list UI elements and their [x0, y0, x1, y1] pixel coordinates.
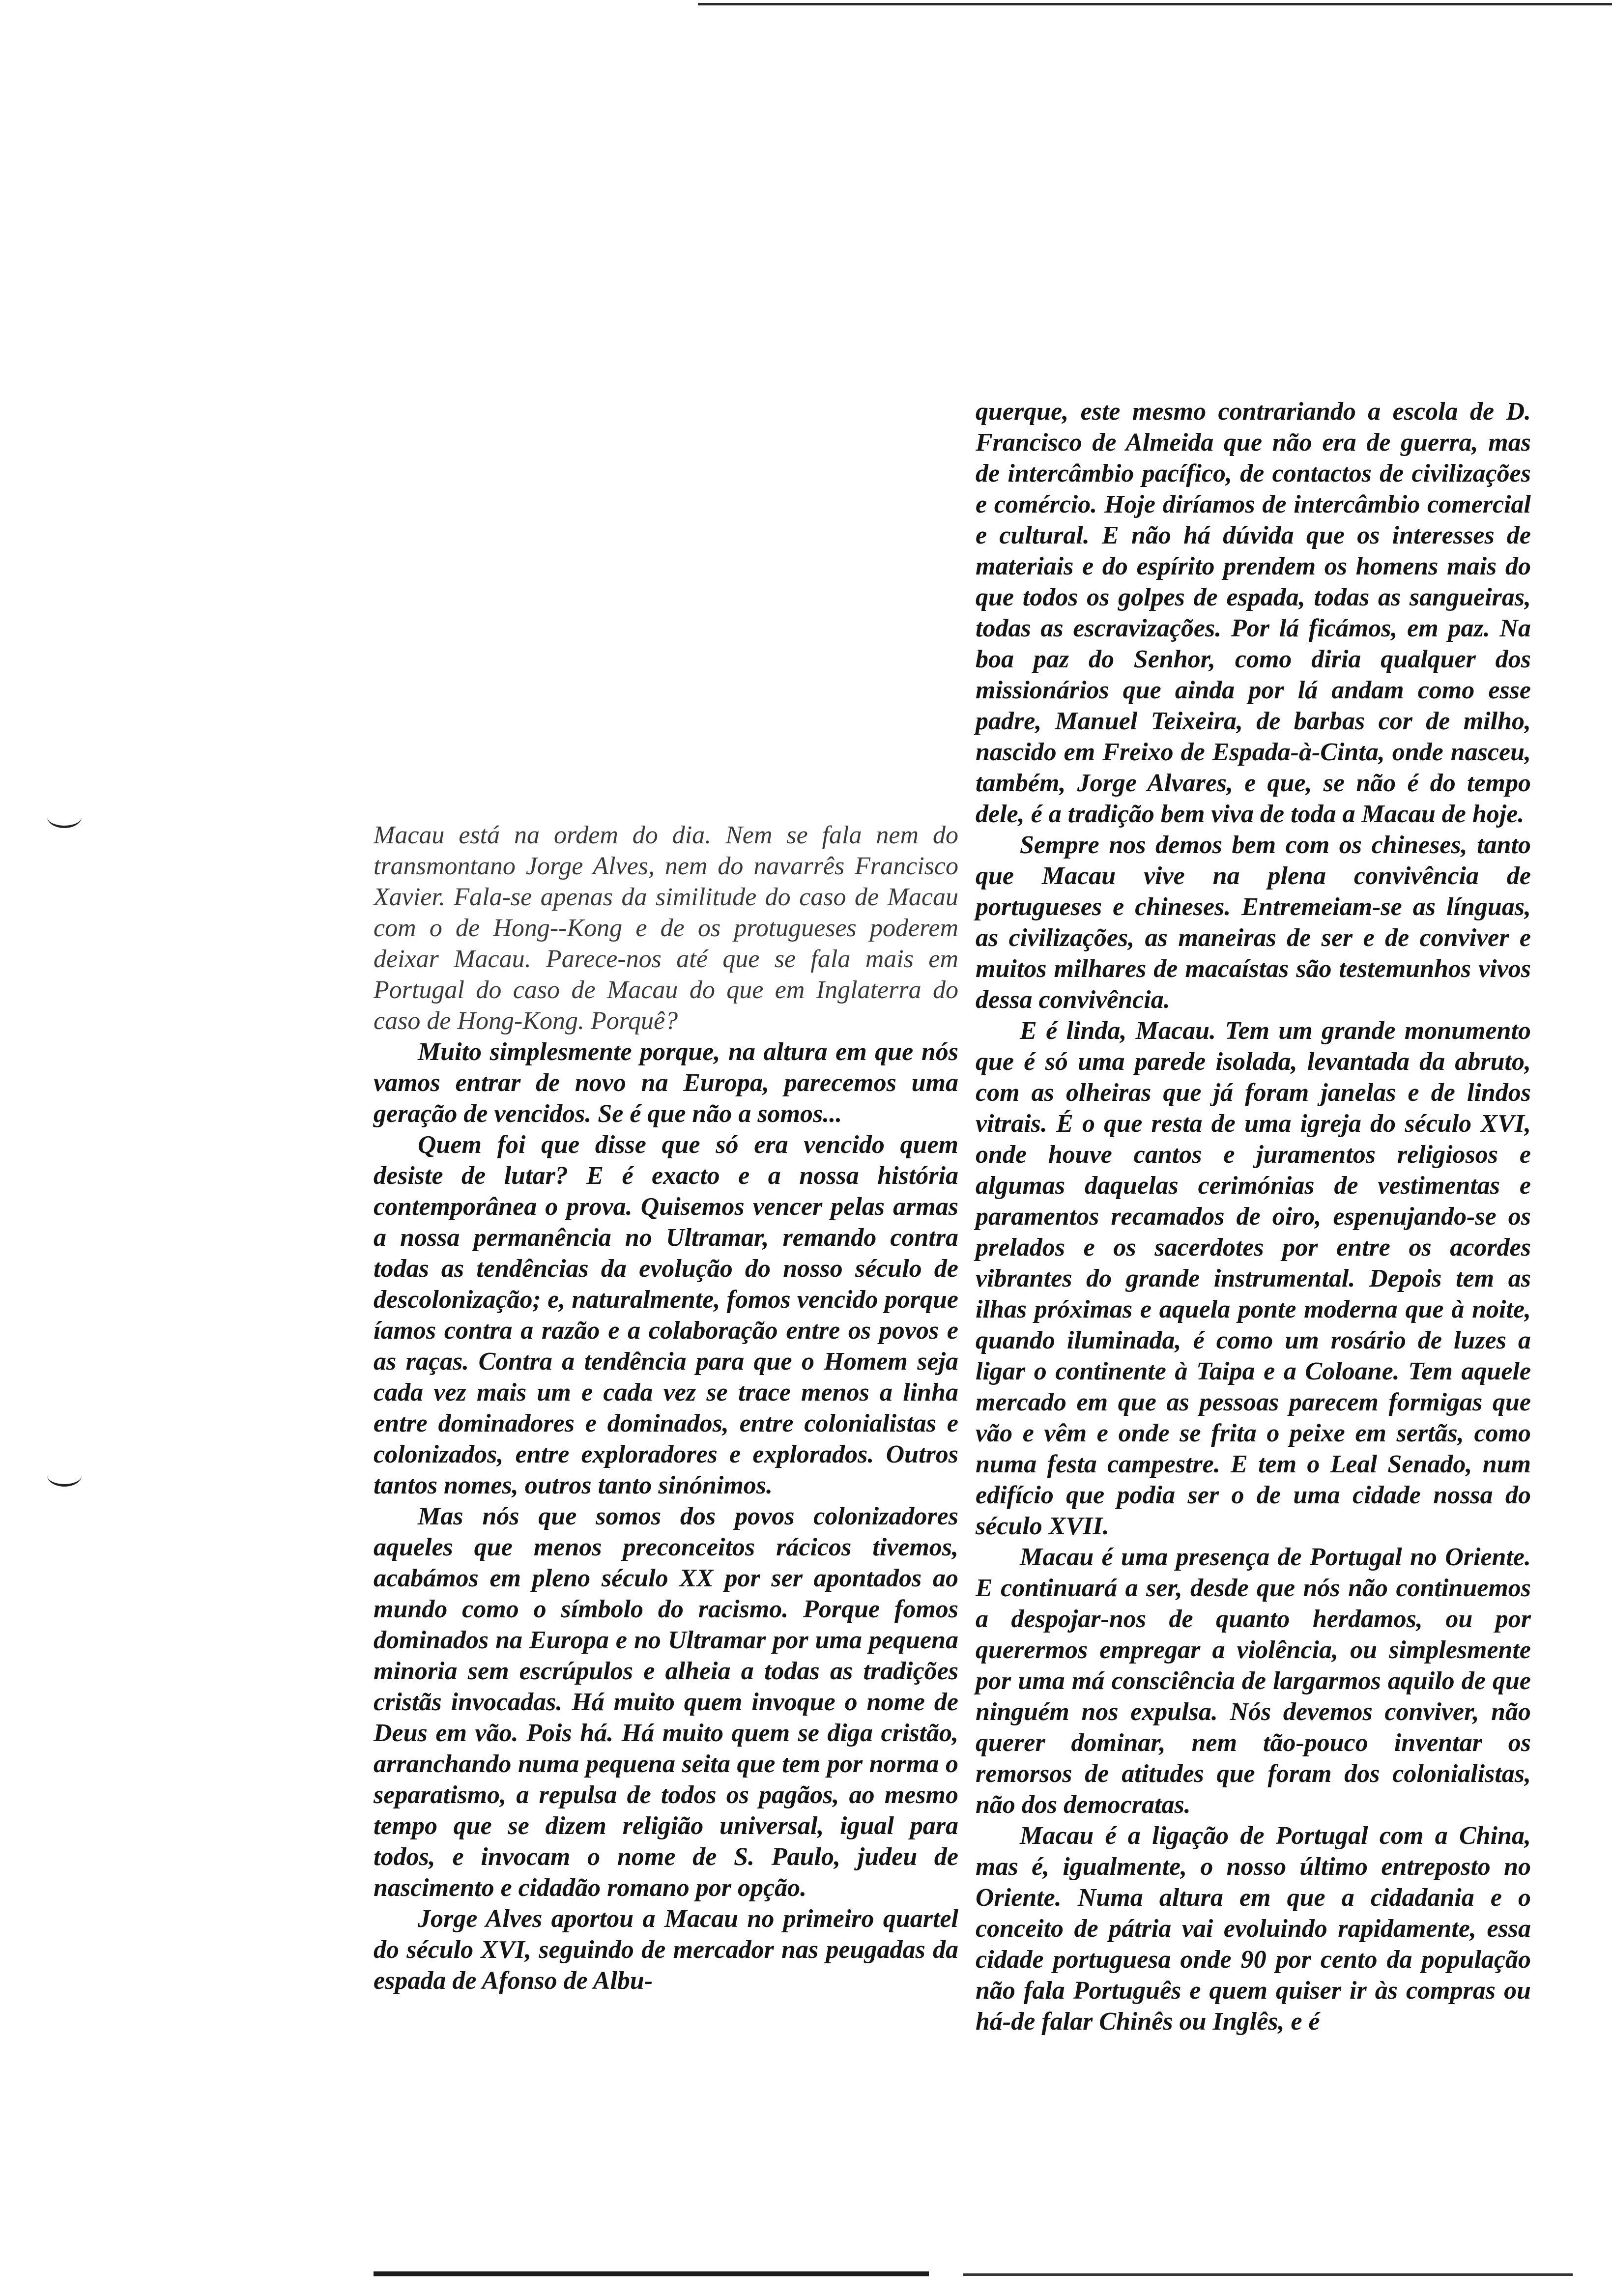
paragraph: Jorge Alves aportou a Macau no primeiro quartel do século XVI, seguindo de mercador nas peugadas da espada de Afonso de Albu-: [374, 1905, 958, 1995]
bottom-rule: [963, 2273, 1573, 2276]
binder-hole-mark: [47, 1464, 82, 1487]
bottom-rule: [374, 2271, 929, 2276]
paragraph: Macau é uma presença de Portugal no Oriente. E continuará a ser, desde que nós não continuemos a despojar-nos de quanto herdamos, ou por querermos empregar a violência, ou simplesmente por uma má consciência de largarmos aquilo de que ninguém nos expulsa. Nós devemos conviver, não querer dominar, nem tão-pouco inventar os remorsos de atitudes que foram dos colonialistas, não dos democratas.: [976, 1543, 1531, 1819]
paragraph: Macau é a ligação de Portugal com a China, mas é, igualmente, o nosso último entreposto no Oriente. Numa altura em que a cidadania e o conceito de pátria vai evoluindo rapidamente, essa cidade portuguesa onde 90 por cento da população não fala Português e quem quiser ir às compras ou há-de falar Chinês ou Inglês, e é: [976, 1822, 1531, 2036]
top-rule: [698, 3, 1612, 5]
right-text-column: [976, 396, 1531, 2037]
paragraph: Mas nós que somos dos povos colonizadores aqueles que menos preconceitos rácicos tivemos, acabámos em pleno século XX por ser apontados ao mundo como o símbolo do racismo. Porque fomos dominados na Europa e no Ultramar por uma pequena minoria sem escrúpulos e alheia a todas as tradições cristãs invocadas. Há muito quem invoque o nome de Deus em vão. Pois há. Há muito quem se diga cristão, arranchando numa pequena seita que tem por norma o separatismo, a repulsa de todos os pagãos, ao mesmo tempo que se dizem religião universal, igual para todos, e invocam o nome de S. Paulo, judeu de nascimento e cidadão romano por opção.: [374, 1502, 958, 1902]
paragraph: Macau está na ordem do dia. Nem se fala nem do transmontano Jorge Alves, nem do navarrês Francisco Xavier. Fala-se apenas da similitude do caso de Macau com o de Hong--Kong e de os protugueses poderem deixar Macau. Parece-nos até que se fala mais em Portugal do caso de Macau do que em Inglaterra do caso de Hong-Kong. Porquê?: [374, 821, 958, 1035]
binder-hole-mark: [47, 806, 82, 828]
left-text-column: [374, 820, 958, 1996]
paragraph: Muito simplesmente porque, na altura em que nós vamos entrar de novo na Europa, parecemos uma geração de vencidos. Se é que não a somos...: [374, 1038, 958, 1128]
paragraph: E é linda, Macau. Tem um grande monumento que é só uma parede isolada, levantada da abruto, com as olheiras que já foram janelas e de lindos vitrais. É o que resta de uma igreja do século XVI, onde houve cantos e juramentos religiosos e algumas daquelas cerimónias de vestimentas e paramentos recamados de oiro, espenujando-se os prelados e os sacerdotes por entre os acordes vibrantes do grande instrumental. Depois tem as ilhas próximas e aquela ponte moderna que à noite, quando iluminada, é como um rosário de luzes a ligar o continente à Taipa e a Coloane. Tem aquele mercado em que as pessoas parecem formigas que vão e vêm e onde se frita o peixe em sertãs, como numa festa campestre. E tem o Leal Senado, num edifício que podia ser o de uma cidade nossa do século XVII.: [976, 1017, 1531, 1540]
paragraph: Sempre nos demos bem com os chineses, tanto que Macau vive na plena convivência de portugueses e chineses. Entremeiam-se as línguas, as civilizações, as maneiras de ser e de conviver e muitos milhares de macaístas são testemunhos vivos dessa convivência.: [976, 831, 1531, 1014]
paragraph: Quem foi que disse que só era vencido quem desiste de lutar? E é exacto e a nossa história contemporânea o prova. Quisemos vencer pelas armas a nossa permanência no Ultramar, remando contra todas as tendências da evolução do nosso século de descolonização; e, naturalmente, fomos vencido porque íamos contra a razão e a colaboração entre os povos e as raças. Contra a tendência para que o Homem seja cada vez mais um e cada vez se trace menos a linha entre dominadores e dominados, entre colonialistas e colonizados, entre exploradores e explorados. Outros tantos nomes, outros tanto sinónimos.: [374, 1131, 958, 1499]
paragraph: querque, este mesmo contrariando a escola de D. Francisco de Almeida que não era de guerra, mas de intercâmbio pacífico, de contactos de civilizações e comércio. Hoje diríamos de intercâmbio comercial e cultural. E não há dúvida que os interesses de materiais e do espírito prendem os homens mais do que todos os golpes de espada, todas as sangueiras, todas as escravizações. Por lá ficámos, em paz. Na boa paz do Senhor, como diria qualquer dos missionários que ainda por lá andam como esse padre, Manuel Teixeira, de barbas cor de milho, nascido em Freixo de Espada-à-Cinta, onde nasceu, também, Jorge Alvares, e que, se não é do tempo dele, é a tradição bem viva de toda a Macau de hoje.: [976, 398, 1531, 828]
